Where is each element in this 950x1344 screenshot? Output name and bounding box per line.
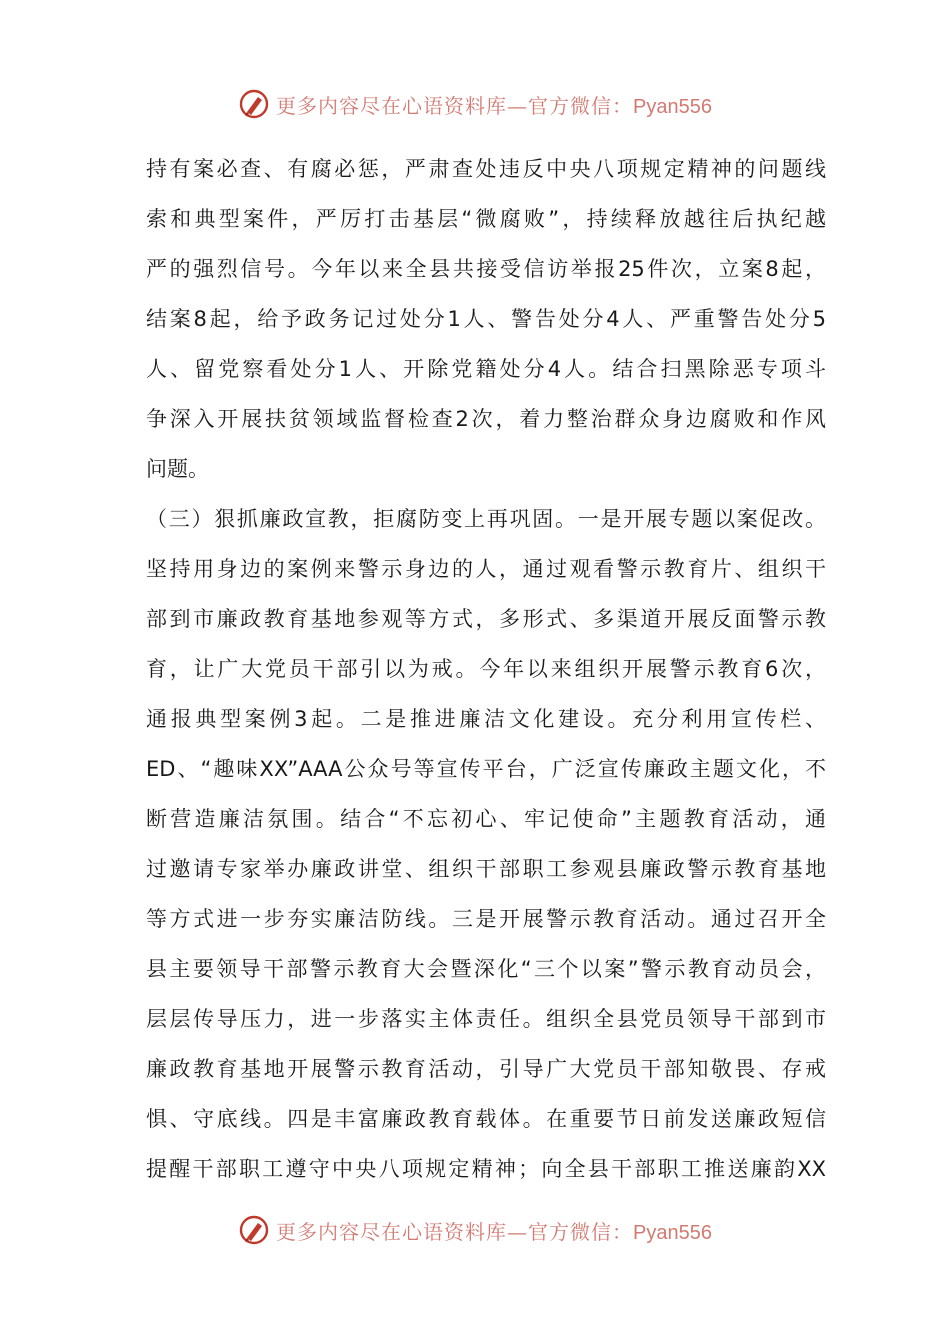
pen-nib-logo-icon bbox=[238, 88, 270, 120]
text-line: 惧、守底线。四是丰富廉政教育载体。在重要节日前发送廉政短信 bbox=[146, 1107, 826, 1131]
footer-wechat-id: Pyan556 bbox=[633, 1221, 712, 1244]
text-line: 索和典型案件，严厉打击基层“微腐败”，持续释放越往后执纪越 bbox=[146, 207, 826, 231]
text-line: 结案8起，给予政务记过处分1人、警告处分4人、严重警告处分5 bbox=[146, 307, 826, 331]
text-line: 断营造廉洁氛围。结合“不忘初心、牢记使命”主题教育活动，通 bbox=[146, 807, 826, 831]
header-banner bbox=[0, 84, 950, 124]
pen-nib-logo-icon bbox=[238, 1214, 270, 1246]
text-line: 持有案必查、有腐必惩，严肃查处违反中央八项规定精神的问题线 bbox=[146, 157, 826, 181]
text-line: 人、留党察看处分1人、开除党籍处分4人。结合扫黑除恶专项斗 bbox=[146, 357, 826, 381]
text-line: 层层传导压力，进一步落实主体责任。组织全县党员领导干部到市 bbox=[146, 1007, 826, 1031]
header-wechat-id: Pyan556 bbox=[633, 95, 712, 118]
text-line: ED、“趣味XX”AAA公众号等宣传平台，广泛宣传廉政主题文化，不 bbox=[146, 757, 826, 781]
text-line: 坚持用身边的案例来警示身边的人，通过观看警示教育片、组织干 bbox=[146, 557, 826, 581]
text-line: 育，让广大党员干部引以为戒。今年以来组织开展警示教育6次， bbox=[146, 657, 826, 681]
text-line: 廉政教育基地开展警示教育活动，引导广大党员干部知敬畏、存戒 bbox=[146, 1057, 826, 1081]
text-line: 过邀请专家举办廉政讲堂、组织干部职工参观县廉政警示教育基地 bbox=[146, 857, 826, 881]
text-line: 等方式进一步夯实廉洁防线。三是开展警示教育活动。通过召开全 bbox=[146, 907, 826, 931]
text-line: 部到市廉政教育基地参观等方式，多形式、多渠道开展反面警示教 bbox=[146, 607, 826, 631]
header-banner-text: 更多内容尽在心语资料库—官方微信：Pyan556 bbox=[276, 93, 712, 118]
text-line: 通报典型案例3起。二是推进廉洁文化建设。充分利用宣传栏、 bbox=[146, 707, 826, 731]
text-line: 严的强烈信号。今年以来全县共接受信访举报25件次，立案8起， bbox=[146, 257, 826, 281]
footer-banner-text: 更多内容尽在心语资料库—官方微信：Pyan556 bbox=[276, 1219, 712, 1244]
footer-banner bbox=[0, 1210, 950, 1250]
section-heading-line: （三）狠抓廉政宣教，拒腐防变上再巩固。一是开展专题以案促改。 bbox=[146, 507, 826, 531]
text-line: 提醒干部职工遵守中央八项规定精神；向全县干部职工推送廉韵XX bbox=[146, 1157, 826, 1181]
text-line: 县主要领导干部警示教育大会暨深化“三个以案”警示教育动员会， bbox=[146, 957, 826, 981]
text-line: 争深入开展扶贫领域监督检查2次，着力整治群众身边腐败和作风 bbox=[146, 407, 826, 431]
text-line: 问题。 bbox=[146, 457, 209, 481]
document-body bbox=[146, 144, 826, 1194]
